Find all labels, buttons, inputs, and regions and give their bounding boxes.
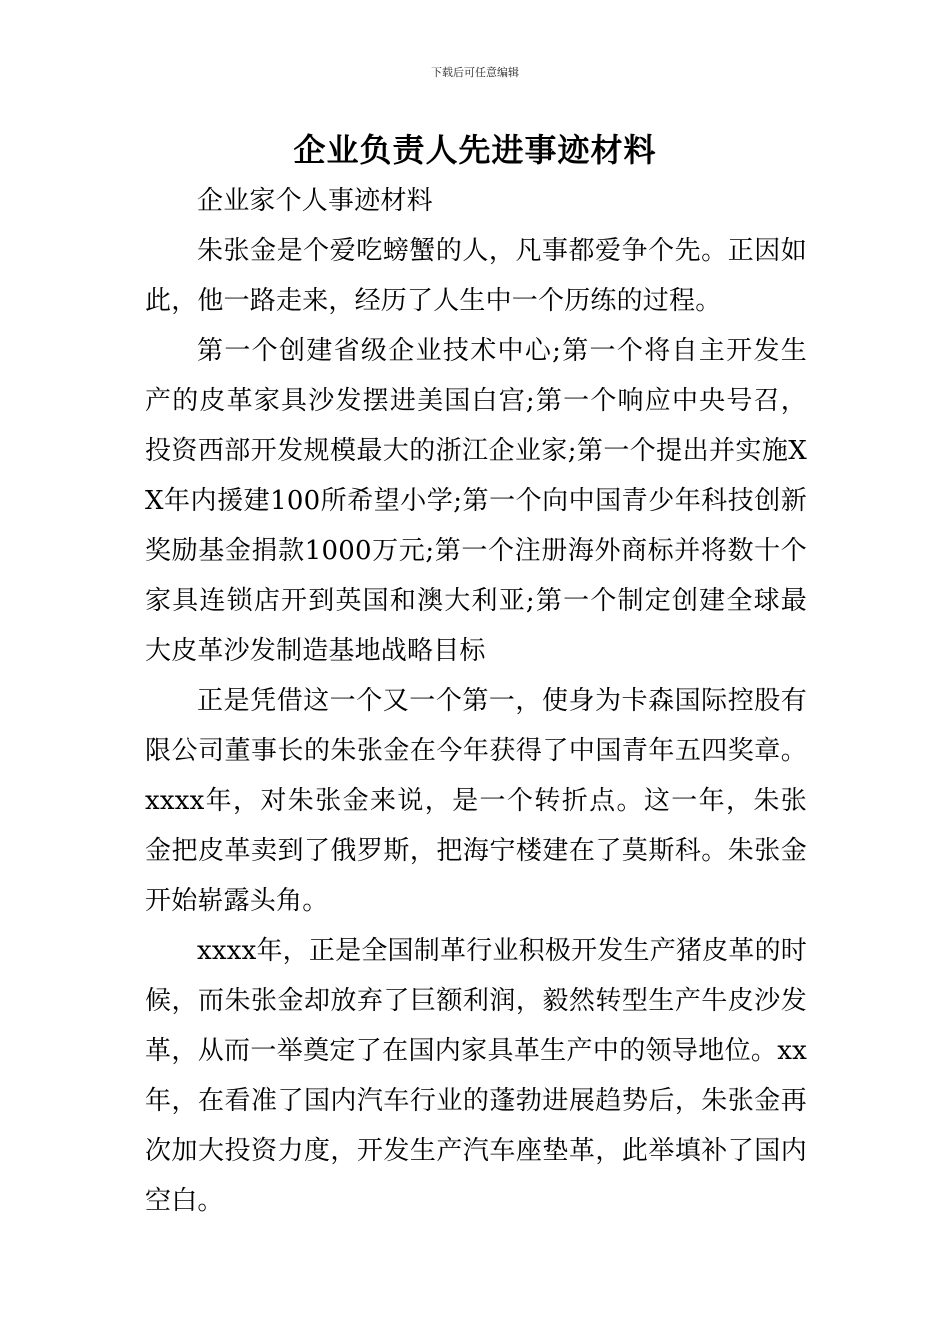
paragraph-turning-point: 正是凭借这一个又一个第一，使身为卡森国际控股有限公司董事长的朱张金在今年获得了中国青年五四奖章。xxxx年，对朱张金来说，是一个转折点。这一年，朱张金把皮革卖到了俄罗斯，把海宁楼建在了莫斯科。朱张金开始崭露头角。 <box>145 686 807 916</box>
header-note: 下载后可任意编辑 <box>431 66 519 79</box>
paragraph-firsts: 第一个创建省级企业技术中心;第一个将自主开发生产的皮革家具沙发摆进美国白宫;第一个响应中央号召，投资西部开发规模最大的浙江企业家;第一个提出并实施XX年内援建100所希望小学;第一个向中国青少年科技创新奖励基金捐款1000万元;第一个注册海外商标并将数十个家具连锁店开到英国和澳大利亚;第一个制定创建全球最大皮革沙发制造基地战略目标 <box>145 336 807 666</box>
paragraph-subtitle: 企业家个人事迹材料 <box>197 186 433 216</box>
paragraph-intro: 朱张金是个爱吃螃蟹的人，凡事都爱争个先。正因如此，他一路走来，经历了人生中一个历练的过程。 <box>145 236 807 316</box>
document-title: 企业负责人先进事迹材料 <box>293 131 657 169</box>
paragraph-transformation: xxxx年，正是全国制革行业积极开发生产猪皮革的时候，而朱张金却放弃了巨额利润，毅然转型生产牛皮沙发革，从而一举奠定了在国内家具革生产中的领导地位。xx年，在看准了国内汽车行业的蓬勃进展趋势后，朱张金再次加大投资力度，开发生产汽车座垫革，此举填补了国内空白。 <box>145 936 807 1216</box>
document-body <box>145 176 807 1226</box>
